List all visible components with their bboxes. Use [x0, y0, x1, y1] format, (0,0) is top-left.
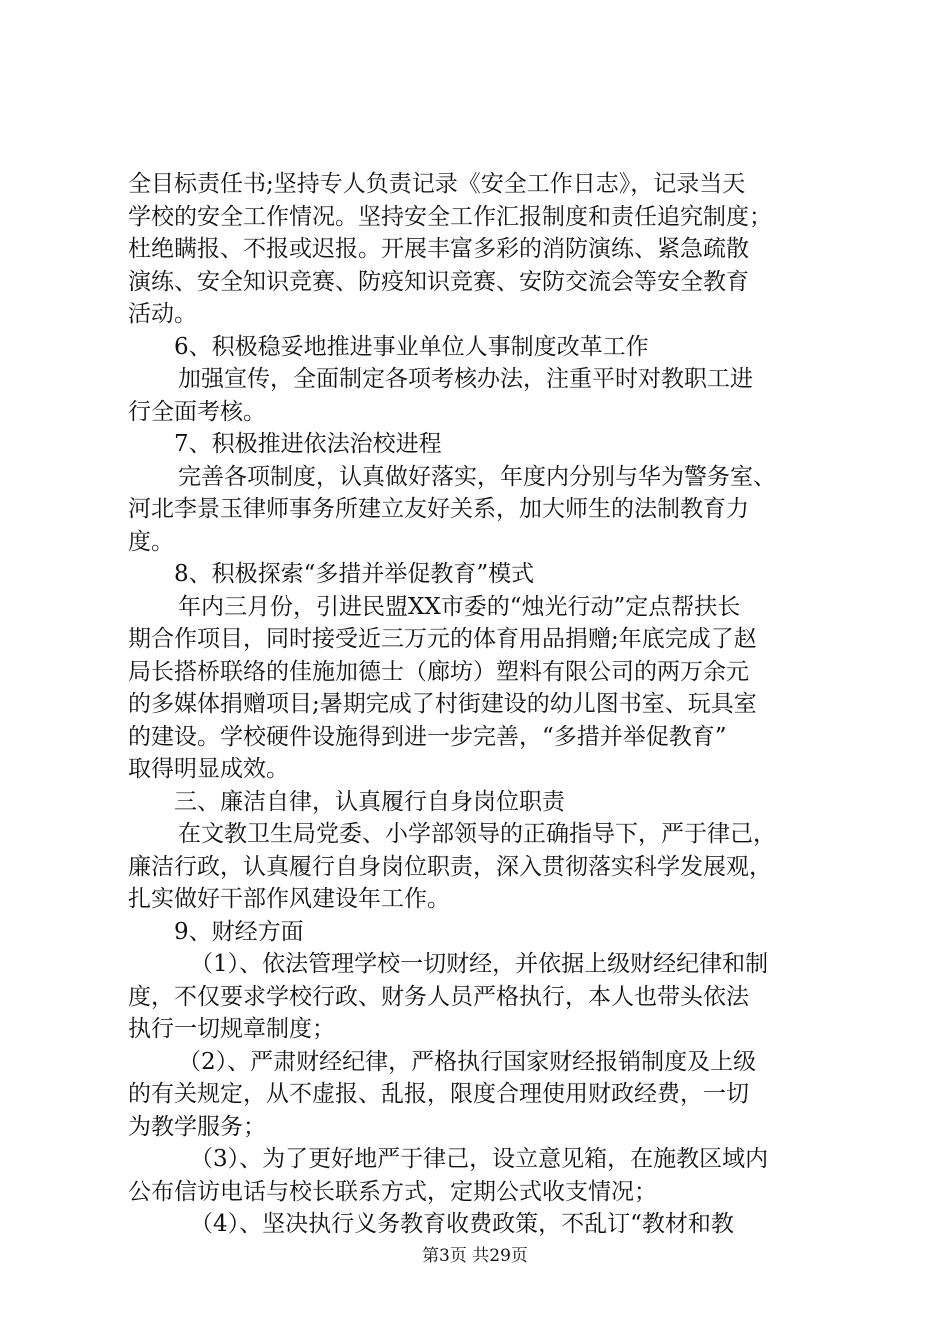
section-heading: 9、财经方面 [174, 918, 304, 945]
text-line: 执行一切规章制度； [128, 1016, 335, 1042]
text-line: 度，不仅要求学校行政、财务人员严格执行，本人也带头依法 [128, 983, 749, 1010]
document-body [128, 168, 828, 1241]
section-heading: 8、积极探索“多措并举促教育”模式 [174, 561, 535, 587]
text-line: 公布信访电话与校长联系方式，定期公式收支情况； [128, 1178, 657, 1205]
text-line: 演练、安全知识竞赛、防疫知识竞赛、安防交流会等安全教育 [128, 268, 749, 295]
text-line: 为教学服务； [128, 1113, 266, 1140]
text-line: 期合作项目，同时接受近三万元的体育用品捐赠;年底完成了赵 [128, 626, 757, 652]
section-heading: 三、廉洁自律，认真履行自身岗位职责 [174, 788, 565, 815]
section-heading: 6、积极稳妥地推进事业单位人事制度改革工作 [174, 333, 649, 360]
text-line: 年内三月份，引进民盟XX市委的“烛光行动”定点帮扶长 [178, 593, 741, 620]
text-line: （2）、严肃财经纪律，严格执行国家财经报销制度及上级 [178, 1048, 757, 1075]
text-line: 学校的安全工作情况。坚持安全工作汇报制度和责任追究制度； [128, 203, 772, 230]
text-line: 杜绝瞒报、不报或迟报。开展丰富多彩的消防演练、紧急疏散 [128, 236, 749, 262]
text-line: 廉洁行政，认真履行自身岗位职责，深入贯彻落实科学发展观， [128, 853, 772, 880]
text-line: 扎实做好干部作风建设年工作。 [128, 886, 450, 912]
text-line: 的有关规定，从不虚报、乱报，限度合理使用财政经费，一切 [128, 1081, 749, 1107]
text-line: 在文教卫生局党委、小学部领导的正确指导下，严于律己， [178, 821, 776, 847]
text-line: （4）、坚决执行义务教育收费政策，不乱订“教材和教 [190, 1211, 734, 1237]
section-heading: 7、积极推进依法治校进程 [174, 431, 442, 457]
text-line: 的建设。学校硬件设施得到进一步完善，“多措并举促教育” [128, 723, 727, 750]
text-line: 河北李景玉律师事务所建立友好关系，加大师生的法制教育力 [128, 496, 749, 522]
text-line: 取得明显成效。 [128, 756, 289, 782]
text-line: 全目标责任书;坚持专人负责记录《安全工作日志》，记录当天 [128, 171, 746, 197]
text-line: 行全面考核。 [128, 398, 266, 425]
text-line: 完善各项制度，认真做好落实，年度内分别与华为警务室、 [178, 463, 776, 490]
text-line: 的多媒体捐赠项目;暑期完成了村街建设的幼儿图书室、玩具室 [128, 691, 757, 717]
text-line: 加强宣传，全面制定各项考核办法，注重平时对教职工进 [178, 366, 753, 392]
text-line: （1）、依法管理学校一切财经，并依据上级财经纪律和制 [190, 951, 769, 977]
text-line: 度。 [128, 528, 174, 555]
text-line: （3）、为了更好地严于律己，设立意见箱，在施教区域内 [190, 1146, 769, 1172]
page-number: 第3页 共29页 [422, 1246, 528, 1266]
text-line: 活动。 [128, 301, 197, 327]
text-line: 局长搭桥联络的佳施加德士（廊坊）塑料有限公司的两万余元 [128, 658, 749, 685]
